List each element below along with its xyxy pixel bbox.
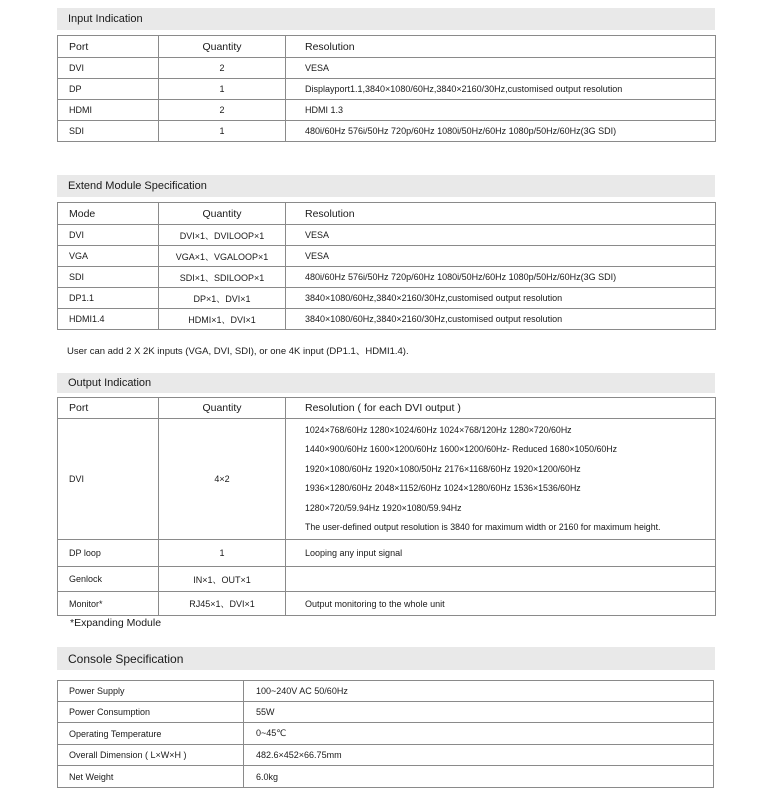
- port-cell: DP loop: [58, 540, 159, 567]
- section-title: Extend Module Specification: [68, 180, 207, 192]
- expanding-module-note: *Expanding Module: [70, 617, 162, 629]
- resolution-line: The user-defined output resolution is 3840 for maximum width or 2160 for maximum height.: [305, 522, 661, 532]
- section-title: Console Specification: [68, 652, 184, 666]
- column-header: Mode: [58, 203, 159, 225]
- quantity-cell: RJ45×1、DVI×1: [159, 592, 286, 616]
- input-indication-header: [57, 8, 715, 30]
- port-cell: DVI: [58, 58, 159, 79]
- mode-cell: VGA: [58, 246, 159, 267]
- resolution-cell: HDMI 1.3: [286, 100, 716, 121]
- quantity-cell: 1: [159, 121, 286, 142]
- resolution-line: 1936×1280/60Hz 2048×1152/60Hz 1024×1280/60Hz 1536×1536/60Hz: [305, 483, 581, 493]
- mode-cell: DVI: [58, 225, 159, 246]
- spec-value: 0~45℃: [244, 723, 714, 745]
- column-header: Port: [58, 398, 159, 419]
- resolution-line: 1440×900/60Hz 1600×1200/60Hz 1600×1200/60Hz- Reduced 1680×1050/60Hz: [305, 444, 618, 454]
- spec-label: Overall Dimension ( L×W×H ): [58, 745, 244, 766]
- mode-cell: HDMI1.4: [58, 309, 159, 330]
- console-spec-table: [57, 680, 714, 788]
- resolution-cell: Output monitoring to the whole unit: [286, 592, 716, 616]
- resolution-cell: Displayport1.1,3840×1080/60Hz,3840×2160/30Hz,customised output resolution: [286, 79, 716, 100]
- resolution-line: 1280×720/59.94Hz 1920×1080/59.94Hz: [305, 502, 462, 513]
- extend-module-note: User can add 2 X 2K inputs (VGA, DVI, SDI), or one 4K input (DP1.1、HDMI1.4).: [67, 346, 409, 357]
- resolution-list: [286, 419, 716, 540]
- quantity-cell: 2: [159, 100, 286, 121]
- column-header: Quantity: [159, 36, 286, 58]
- console-spec-header: [57, 647, 715, 670]
- resolution-cell: 480i/60Hz 576i/50Hz 720p/60Hz 1080i/50Hz/60Hz 1080p/50Hz/60Hz(3G SDI): [286, 121, 716, 142]
- resolution-cell: VESA: [286, 58, 716, 79]
- spec-value: 55W: [244, 702, 714, 723]
- column-header: Quantity: [159, 203, 286, 225]
- mode-cell: DP1.1: [58, 288, 159, 309]
- resolution-line: 1920×1080/60Hz 1920×1080/50Hz 2176×1168/60Hz 1920×1200/60Hz: [305, 463, 581, 474]
- column-header: Resolution: [286, 36, 716, 58]
- quantity-cell: SDI×1、SDILOOP×1: [159, 267, 286, 288]
- quantity-cell: IN×1、OUT×1: [159, 567, 286, 592]
- resolution-cell: 480i/60Hz 576i/50Hz 720p/60Hz 1080i/50Hz/60Hz 1080p/50Hz/60Hz(3G SDI): [286, 267, 716, 288]
- resolution-cell: Looping any input signal: [286, 540, 716, 567]
- spec-value: 6.0kg: [244, 766, 714, 788]
- column-header: Resolution ( for each DVI output ): [286, 398, 716, 419]
- port-cell: DVI: [58, 419, 159, 540]
- section-title: Output Indication: [68, 377, 152, 389]
- port-cell: SDI: [58, 121, 159, 142]
- column-header: Quantity: [159, 398, 286, 419]
- resolution-cell: 3840×1080/60Hz,3840×2160/30Hz,customised output resolution: [286, 309, 716, 330]
- resolution-line: 1024×768/60Hz 1280×1024/60Hz 1024×768/120Hz 1280×720/60Hz: [305, 424, 572, 435]
- output-indication-table: [57, 397, 716, 616]
- quantity-cell: HDMI×1、DVI×1: [159, 309, 286, 330]
- column-header: Port: [58, 36, 159, 58]
- quantity-cell: 1: [159, 540, 286, 567]
- resolution-cell: [286, 567, 716, 592]
- resolution-cell: VESA: [286, 225, 716, 246]
- spec-value: 100~240V AC 50/60Hz: [244, 681, 714, 702]
- resolution-cell: 3840×1080/60Hz,3840×2160/30Hz,customised output resolution: [286, 288, 716, 309]
- extend-module-table: [57, 202, 716, 330]
- spec-label: Power Consumption: [58, 702, 244, 723]
- port-cell: Monitor*: [58, 592, 159, 616]
- column-header: Resolution: [286, 203, 716, 225]
- resolution-cell: VESA: [286, 246, 716, 267]
- input-indication-table: [57, 35, 716, 142]
- section-title: Input Indication: [68, 13, 143, 25]
- quantity-cell: VGA×1、VGALOOP×1: [159, 246, 286, 267]
- spec-value: 482.6×452×66.75mm: [244, 745, 714, 766]
- port-cell: HDMI: [58, 100, 159, 121]
- quantity-cell: 4×2: [159, 419, 286, 540]
- extend-module-header: [57, 175, 715, 197]
- spec-label: Power Supply: [58, 681, 244, 702]
- quantity-cell: 2: [159, 58, 286, 79]
- quantity-cell: DVI×1、DVILOOP×1: [159, 225, 286, 246]
- quantity-cell: 1: [159, 79, 286, 100]
- spec-label: Operating Temperature: [58, 723, 244, 745]
- spec-label: Net Weight: [58, 766, 244, 788]
- quantity-cell: DP×1、DVI×1: [159, 288, 286, 309]
- port-cell: DP: [58, 79, 159, 100]
- port-cell: Genlock: [58, 567, 159, 592]
- mode-cell: SDI: [58, 267, 159, 288]
- output-indication-header: [57, 373, 715, 393]
